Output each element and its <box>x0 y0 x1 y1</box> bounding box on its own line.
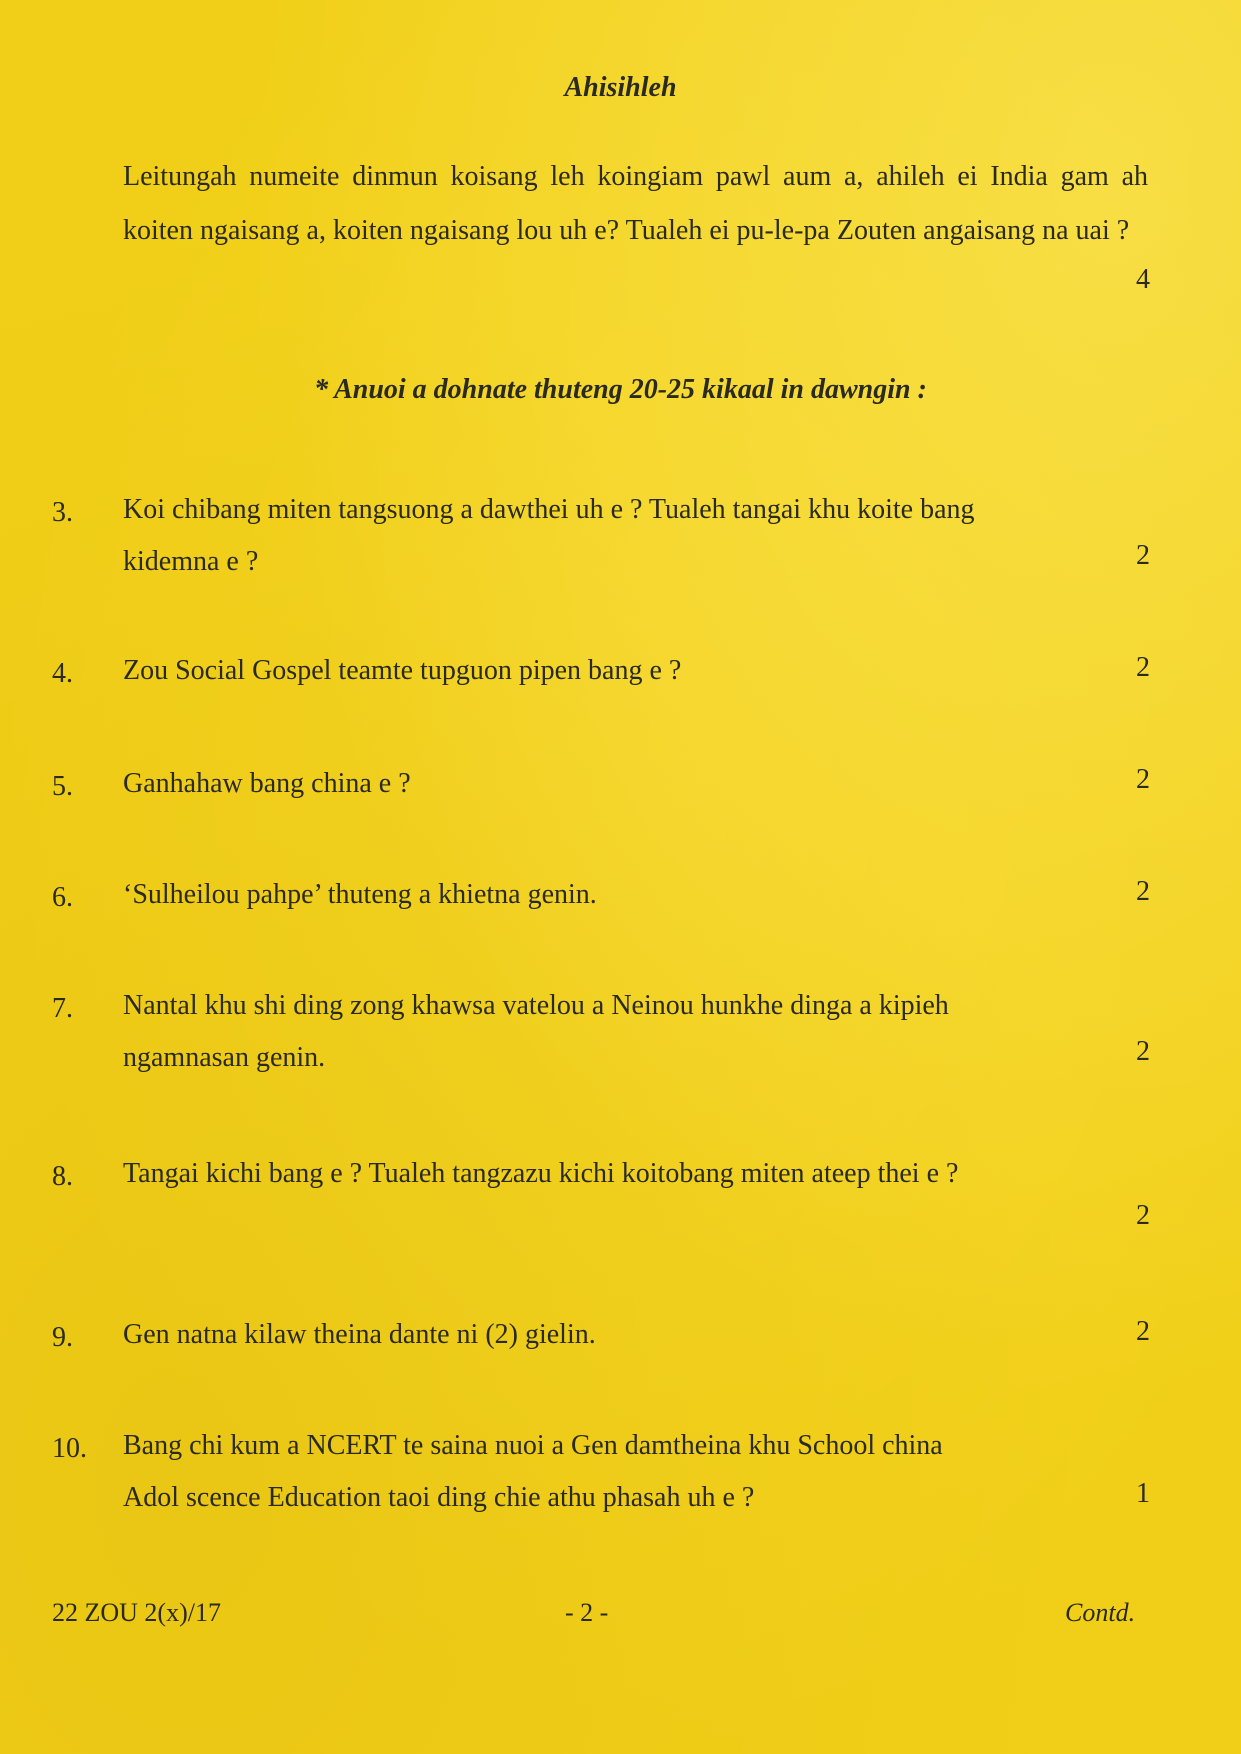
question-line: Tangai kichi bang e ? Tualeh tangzazu kichi koitobang miten ateep thei e ? <box>123 1158 959 1189</box>
question-marks: 2 <box>1136 764 1150 795</box>
question-marks: 2 <box>1136 652 1150 683</box>
question-number: 9. <box>52 1322 73 1353</box>
question-text <box>123 758 1103 810</box>
section-heading: Ahisihleh <box>564 72 677 103</box>
question-number: 8. <box>52 1161 73 1192</box>
question-text <box>123 1309 1103 1361</box>
question-line: Gen natna kilaw theina dante ni (2) gielin. <box>123 1319 596 1350</box>
paragraph-marks: 4 <box>1136 264 1150 295</box>
paper-code: 22 ZOU 2(x)/17 <box>52 1598 221 1627</box>
question-text <box>123 645 1103 697</box>
question-line: Koi chibang miten tangsuong a dawthei uh e ? Tualeh tangai khu koite bang <box>123 494 975 525</box>
question-number: 3. <box>52 497 73 528</box>
question-text <box>123 980 1103 1084</box>
instruction-heading: * Anuoi a dohnate thuteng 20-25 kikaal in dawngin : <box>314 374 927 405</box>
question-number: 7. <box>52 993 73 1024</box>
question-marks: 2 <box>1136 1036 1150 1067</box>
question-number: 5. <box>52 771 73 802</box>
section-paragraph: Leitungah numeite dinmun koisang leh koingiam pawl aum a, ahileh ei India gam ah koiten ngaisang a, koiten ngaisang lou uh e? Tualeh ei pu-le-pa Zouten angaisang na uai ? <box>123 161 1148 246</box>
page-number: - 2 - <box>565 1598 609 1627</box>
question-line: kidemna e ? <box>123 546 259 577</box>
question-marks: 2 <box>1136 876 1150 907</box>
question-marks: 2 <box>1136 1200 1150 1231</box>
question-number: 4. <box>52 658 73 689</box>
question-line: Nantal khu shi ding zong khawsa vatelou a Neinou hunkhe dinga a kipieh <box>123 990 949 1021</box>
question-marks: 2 <box>1136 540 1150 571</box>
question-text <box>123 484 1103 588</box>
question-line: ngamnasan genin. <box>123 1042 326 1073</box>
question-text <box>123 869 1103 921</box>
question-number: 6. <box>52 882 73 913</box>
question-number: 10. <box>52 1433 87 1464</box>
question-line: Zou Social Gospel teamte tupguon pipen bang e ? <box>123 655 682 686</box>
question-line: Bang chi kum a NCERT te saina nuoi a Gen damtheina khu School china <box>123 1430 943 1461</box>
question-line: Ganhahaw bang china e ? <box>123 768 411 799</box>
continued-label: Contd. <box>1065 1598 1136 1627</box>
question-marks: 2 <box>1136 1316 1150 1347</box>
question-text <box>123 1148 1103 1200</box>
question-text <box>123 1420 1103 1524</box>
question-line: Adol scence Education taoi ding chie athu phasah uh e ? <box>123 1482 755 1513</box>
question-line: ‘Sulheilou pahpe’ thuteng a khietna genin. <box>123 879 597 910</box>
question-marks: 1 <box>1136 1478 1150 1509</box>
